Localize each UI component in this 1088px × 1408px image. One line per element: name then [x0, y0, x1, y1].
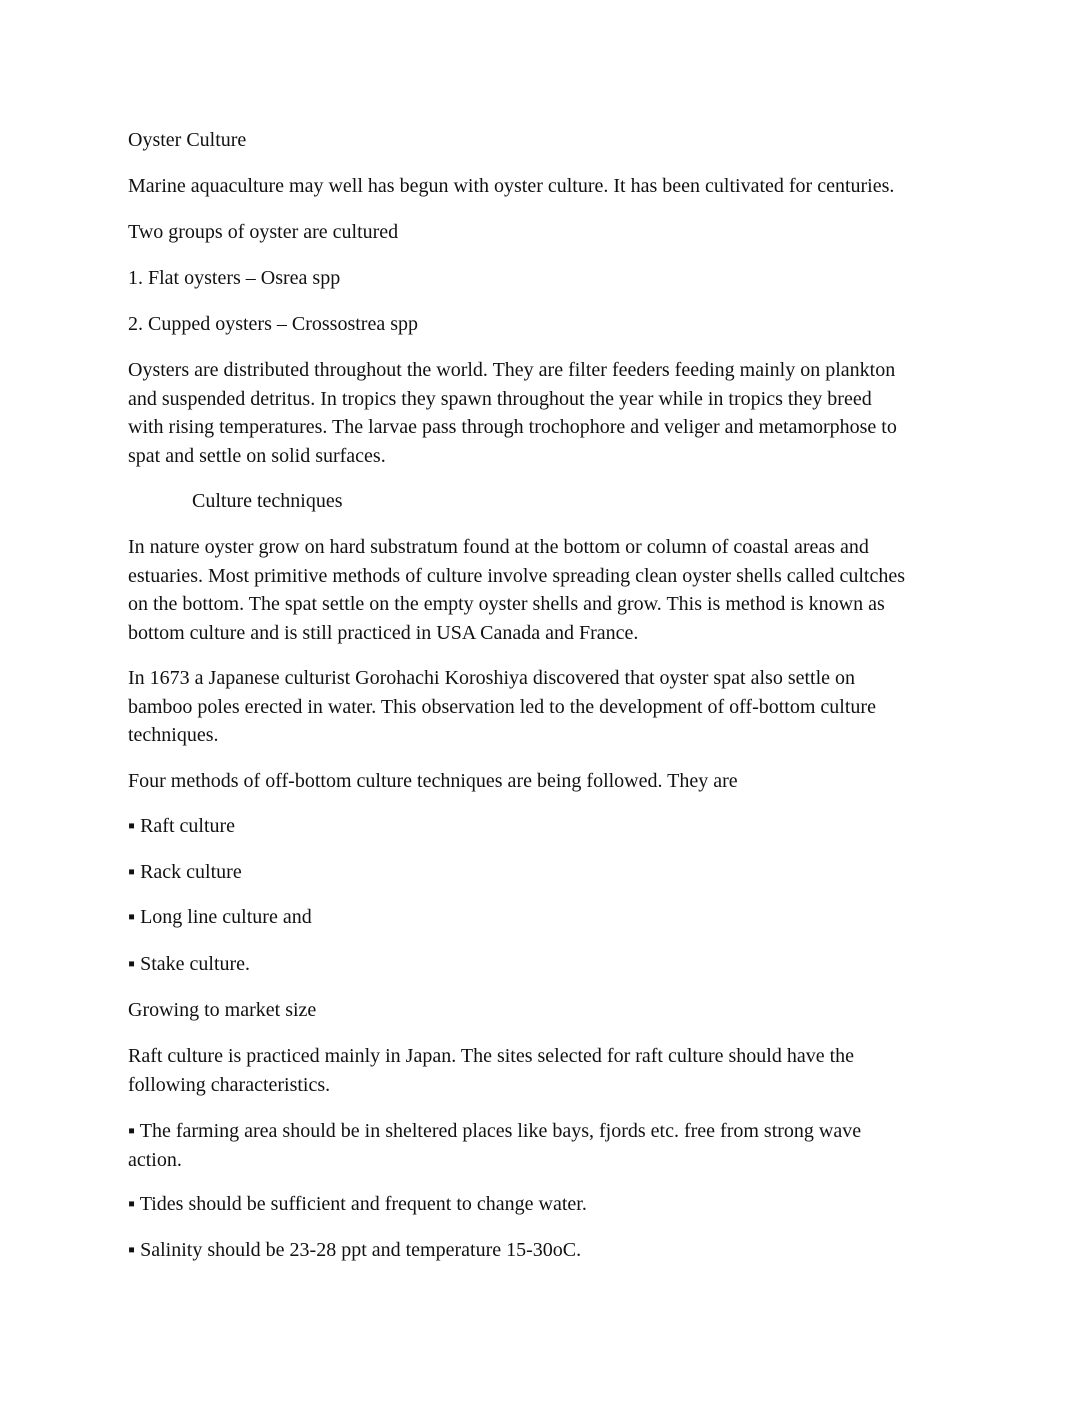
raft-line-1: Raft culture is practiced mainly in Japan. The sites selected for raft culture should have the: [128, 1045, 855, 1067]
method-item-stake: ▪ Stake culture.: [128, 953, 251, 975]
methods-intro: Four methods of off-bottom culture techniques are being followed. They are: [128, 770, 738, 792]
raft-line-2: following characteristics.: [128, 1073, 331, 1096]
method-item-raft: ▪ Raft culture: [128, 815, 236, 837]
site-bullet-2: ▪ Tides should be sufficient and frequent to change water.: [128, 1193, 587, 1215]
history-line-2: bamboo poles erected in water. This observation led to the development of off-bottom culture: [128, 695, 876, 718]
distribution-line-2: and suspended detritus. In tropics they spawn throughout the year while in tropics they breed: [128, 387, 872, 410]
site-bullet-3: ▪ Salinity should be 23-28 ppt and temperature 15-30oC.: [128, 1239, 582, 1261]
method-item-long-line: ▪ Long line culture and: [128, 906, 312, 928]
group-item-cupped: 2. Cupped oysters – Crossostrea spp: [128, 313, 418, 335]
document-title: Oyster Culture: [128, 129, 247, 151]
site-bullet-1-line-1: ▪ The farming area should be in sheltered places like bays, fjords etc. free from strong wave: [128, 1120, 862, 1142]
bottom-culture-line-3: on the bottom. The spat settle on the empty oyster shells and grow. This is method is known as: [128, 593, 885, 615]
distribution-line-1: Oysters are distributed throughout the world. They are filter feeders feeding mainly on plankton: [128, 359, 896, 381]
intro-paragraph: Marine aquaculture may well has begun with oyster culture. It has been cultivated for centuries.: [128, 175, 895, 197]
bottom-culture-line-2: estuaries. Most primitive methods of culture involve spreading clean oyster shells called cultches: [128, 564, 906, 587]
bottom-culture-line-4: bottom culture and is still practiced in USA Canada and France.: [128, 621, 639, 644]
history-line-3: techniques.: [128, 724, 219, 746]
method-item-rack: ▪ Rack culture: [128, 861, 242, 883]
group-item-flat: 1. Flat oysters – Osrea spp: [128, 267, 341, 289]
bottom-culture-line-1: In nature oyster grow on hard substratum found at the bottom or column of coastal areas and: [128, 536, 869, 558]
distribution-line-4: spat and settle on solid surfaces.: [128, 444, 386, 467]
growing-heading: Growing to market size: [128, 999, 317, 1021]
culture-techniques-heading: Culture techniques: [192, 490, 343, 512]
site-bullet-1-line-2: action.: [128, 1148, 182, 1171]
groups-heading: Two groups of oyster are cultured: [128, 221, 399, 243]
distribution-line-3: with rising temperatures. The larvae pass through trochophore and veliger and metamorphose to: [128, 416, 897, 438]
history-line-1: In 1673 a Japanese culturist Gorohachi Koroshiya discovered that oyster spat also settle on: [128, 667, 856, 689]
